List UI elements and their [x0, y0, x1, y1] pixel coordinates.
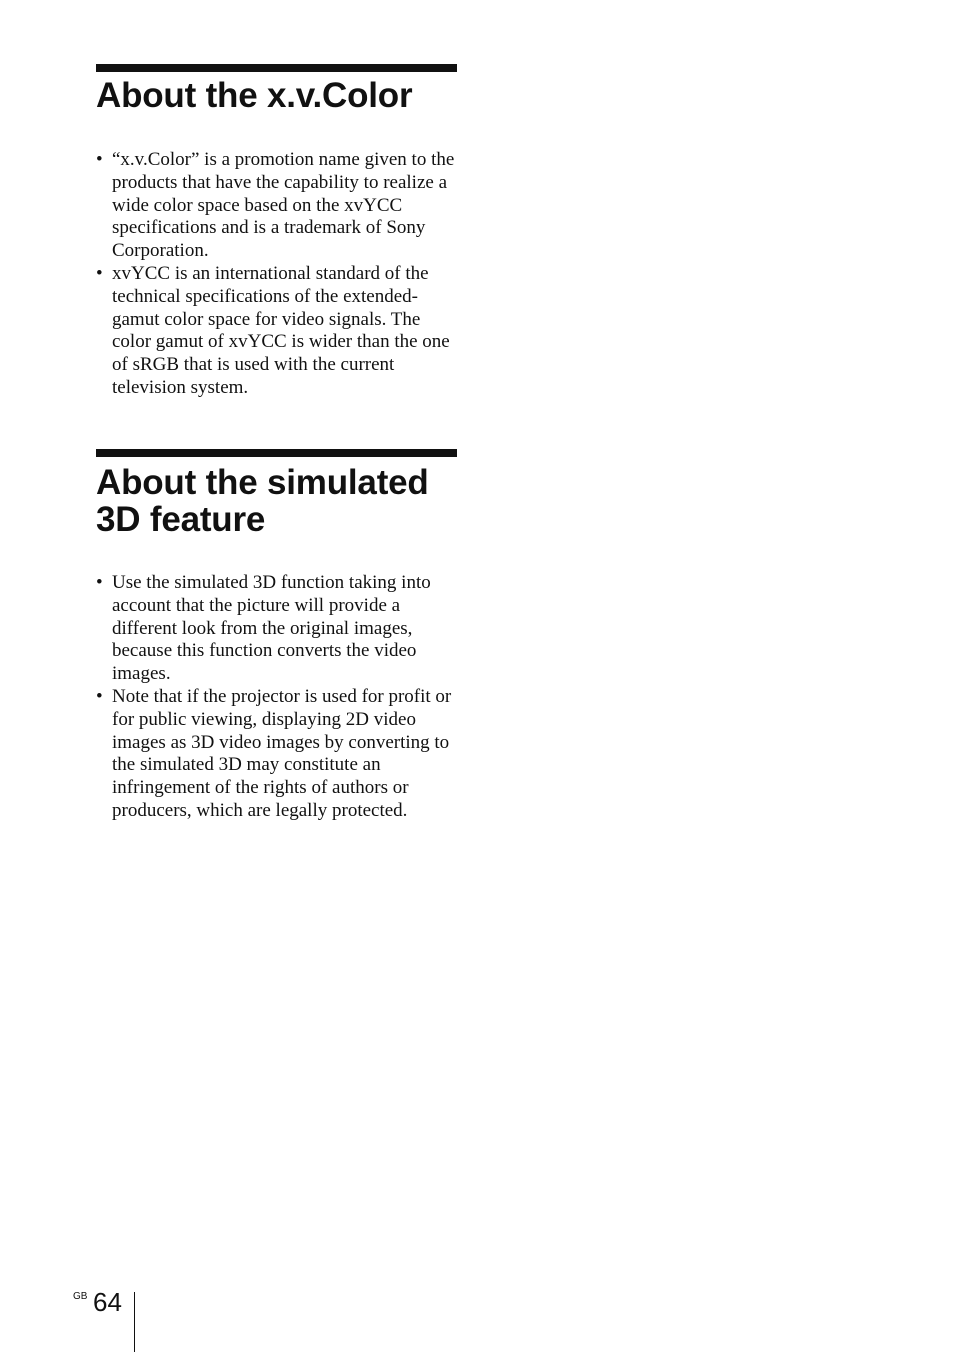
bullet-icon: •: [96, 262, 103, 284]
section-title: [96, 464, 457, 538]
list-item: [96, 263, 458, 400]
section-title-line: 3D feature: [96, 500, 266, 539]
section-title-line: About the simulated: [96, 463, 429, 502]
bullet-icon: •: [96, 685, 103, 707]
list-item-text: Note that if the projector is used for profit or for public viewing, displaying 2D video images as 3D video images by converting to the simulated 3D may constitute an infringement of the rights of authors or producers, which are legally protected.: [112, 685, 452, 821]
bullet-list: [96, 572, 458, 823]
list-item-text: “x.v.Color” is a promotion name given to the products that have the capability to realize a wide color space based on the xvYCC specifications and is a trademark of Sony Corporation.: [112, 149, 455, 262]
section-xvcolor: [96, 64, 457, 114]
bullet-icon: •: [96, 572, 103, 593]
page-number: 64: [93, 1287, 122, 1317]
list-item: [96, 686, 458, 823]
list-item: [96, 149, 458, 263]
section-title: About the x.v.Color: [96, 76, 413, 115]
list-item-text: xvYCC is an international standard of the technical specifications of the extended-gamut color space for video signals. The color gamut of xvYCC is wider than the one of sRGB that is used with the current television system.: [112, 262, 450, 398]
footer-divider: [134, 1292, 135, 1352]
list-item-text: Use the simulated 3D function taking into account that the picture will provide a different look from the original images, because this function converts the video images.: [112, 572, 431, 685]
bullet-icon: •: [96, 149, 103, 170]
bullet-list: [96, 149, 458, 400]
region-code: GB: [73, 1291, 88, 1302]
list-item: [96, 572, 458, 686]
heading-rule: [96, 64, 457, 72]
heading-rule: [96, 449, 457, 457]
section-simulated-3d: [96, 449, 457, 538]
